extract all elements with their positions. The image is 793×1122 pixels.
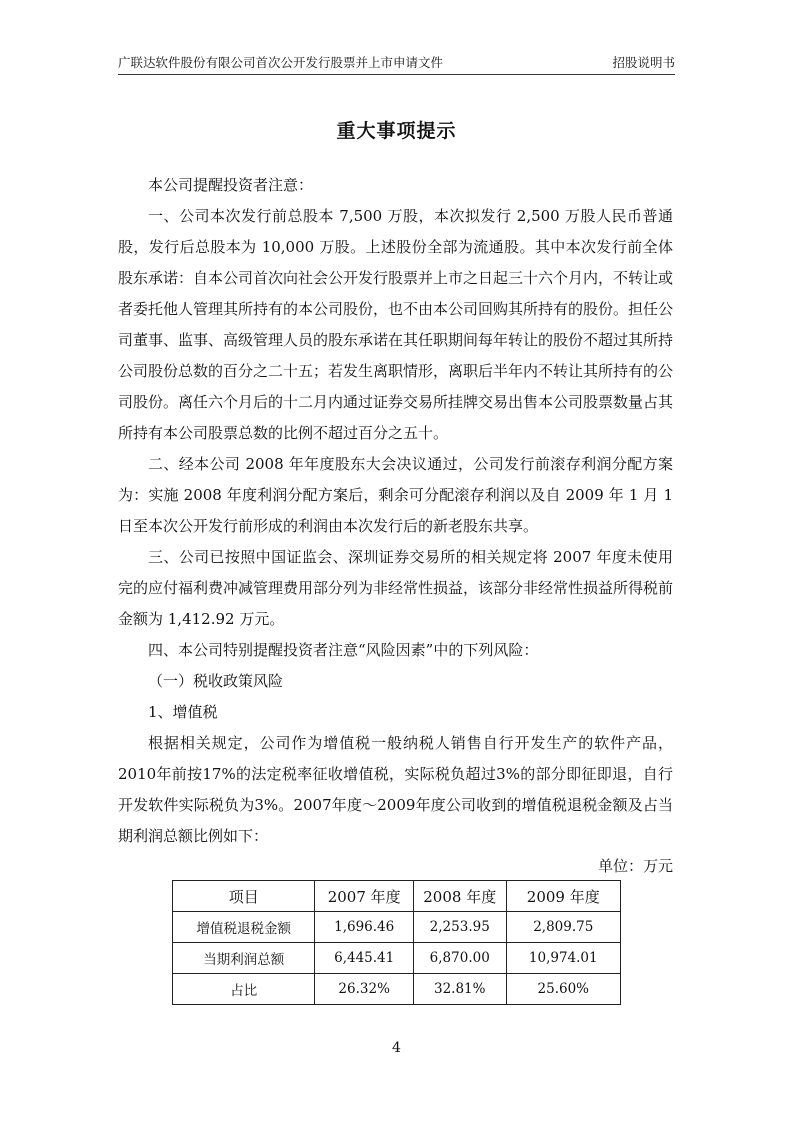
- table-row: [173, 943, 621, 974]
- table-header-cell: 2007 年度: [315, 881, 414, 912]
- paragraph-intro: 本公司提醒投资者注意：: [148, 176, 314, 194]
- paragraph-profit-distribution: 二、经本公司 2008 年年度股东大会决议通过，公司发行前滚存利润分配方案为：实施 2008 年度利润分配方案后，剩余可分配滚存利润以及自 2009 年 1 月 1 日至本次公开发行前形成的利润由本次发行后的新老股东共享。: [118, 455, 673, 535]
- table-cell: 1,696.46: [315, 912, 414, 943]
- table-cell: 2,809.75: [506, 912, 620, 943]
- table-unit-label: 单位：万元: [597, 857, 673, 875]
- paragraph-share-lockup: 一、公司本次发行前总股本 7,500 万股，本次拟发行 2,500 万股人民币普通股，发行后总股本为 10,000 万股。上述股份全部为流通股。其中本次发行前全体股东承诺：自本公司首次向社会公开发行股票并上市之日起三十六个月内，不转让或者委托他人管理其所持有的本公司股份，也不由本公司回购其所持有的股份。担任公司董事、监事、高级管理人员的股东承诺在其任职期间每年转让的股份不超过其所持公司股份总数的百分之二十五；若发生离职情形，离职后半年内不转让其所持有的公司股份。离任六个月后的十二月内通过证券交易所挂牌交易出售本公司股票数量占其所持有本公司股票总数的比例不超过百分之五十。: [118, 207, 674, 442]
- table-header-cell: 2009 年度: [506, 881, 620, 912]
- table-header-row: [173, 881, 621, 912]
- table-cell: 6,870.00: [413, 943, 506, 974]
- table-header-cell: 项目: [173, 881, 315, 912]
- subheading-tax-policy-risk: （一）税收政策风险: [148, 672, 284, 690]
- table-cell: 25.60%: [506, 974, 620, 1005]
- table-cell: 2,253.95: [413, 912, 506, 943]
- paragraph-vat-details: 根据相关规定，公司作为增值税一般纳税人销售自行开发生产的软件产品，2010年前按17%的法定税率征收增值税，实际税负超过3%的部分即征即退，自行开发软件实际税负为3%。2007年度～2009年度公司收到的增值税退税金额及占当期利润总额比例如下：: [118, 734, 673, 845]
- header-section-name: 招股说明书: [612, 55, 675, 70]
- table-cell: 10,974.01: [506, 943, 620, 974]
- table-cell: 增值税退税金额: [173, 912, 315, 943]
- page-title: 重大事项提示: [336, 120, 457, 142]
- table-row: [173, 974, 621, 1005]
- table-cell: 32.81%: [413, 974, 506, 1005]
- table-header-cell: 2008 年度: [413, 881, 506, 912]
- vat-refund-table: [172, 880, 621, 1005]
- table-cell: 26.32%: [315, 974, 414, 1005]
- page-number: 4: [392, 1040, 401, 1056]
- table-cell: 6,445.41: [315, 943, 414, 974]
- paragraph-risk-notice: 四、本公司特别提醒投资者注意“风险因素”中的下列风险：: [148, 641, 539, 659]
- table-cell: 占比: [173, 974, 315, 1005]
- table-cell: 当期利润总额: [173, 943, 315, 974]
- paragraph-non-recurring-gains: 三、公司已按照中国证监会、深圳证券交易所的相关规定将 2007 年度未使用完的应付福利费冲减管理费用部分列为非经常性损益，该部分非经常性损益所得税前金额为 1,412.92 万元。: [118, 548, 674, 628]
- subheading-vat: 1、增值税: [148, 703, 218, 721]
- table-row: [173, 912, 621, 943]
- header-document-title: 广联达软件股份有限公司首次公开发行股票并上市申请文件: [118, 55, 444, 70]
- page-header: [118, 54, 675, 75]
